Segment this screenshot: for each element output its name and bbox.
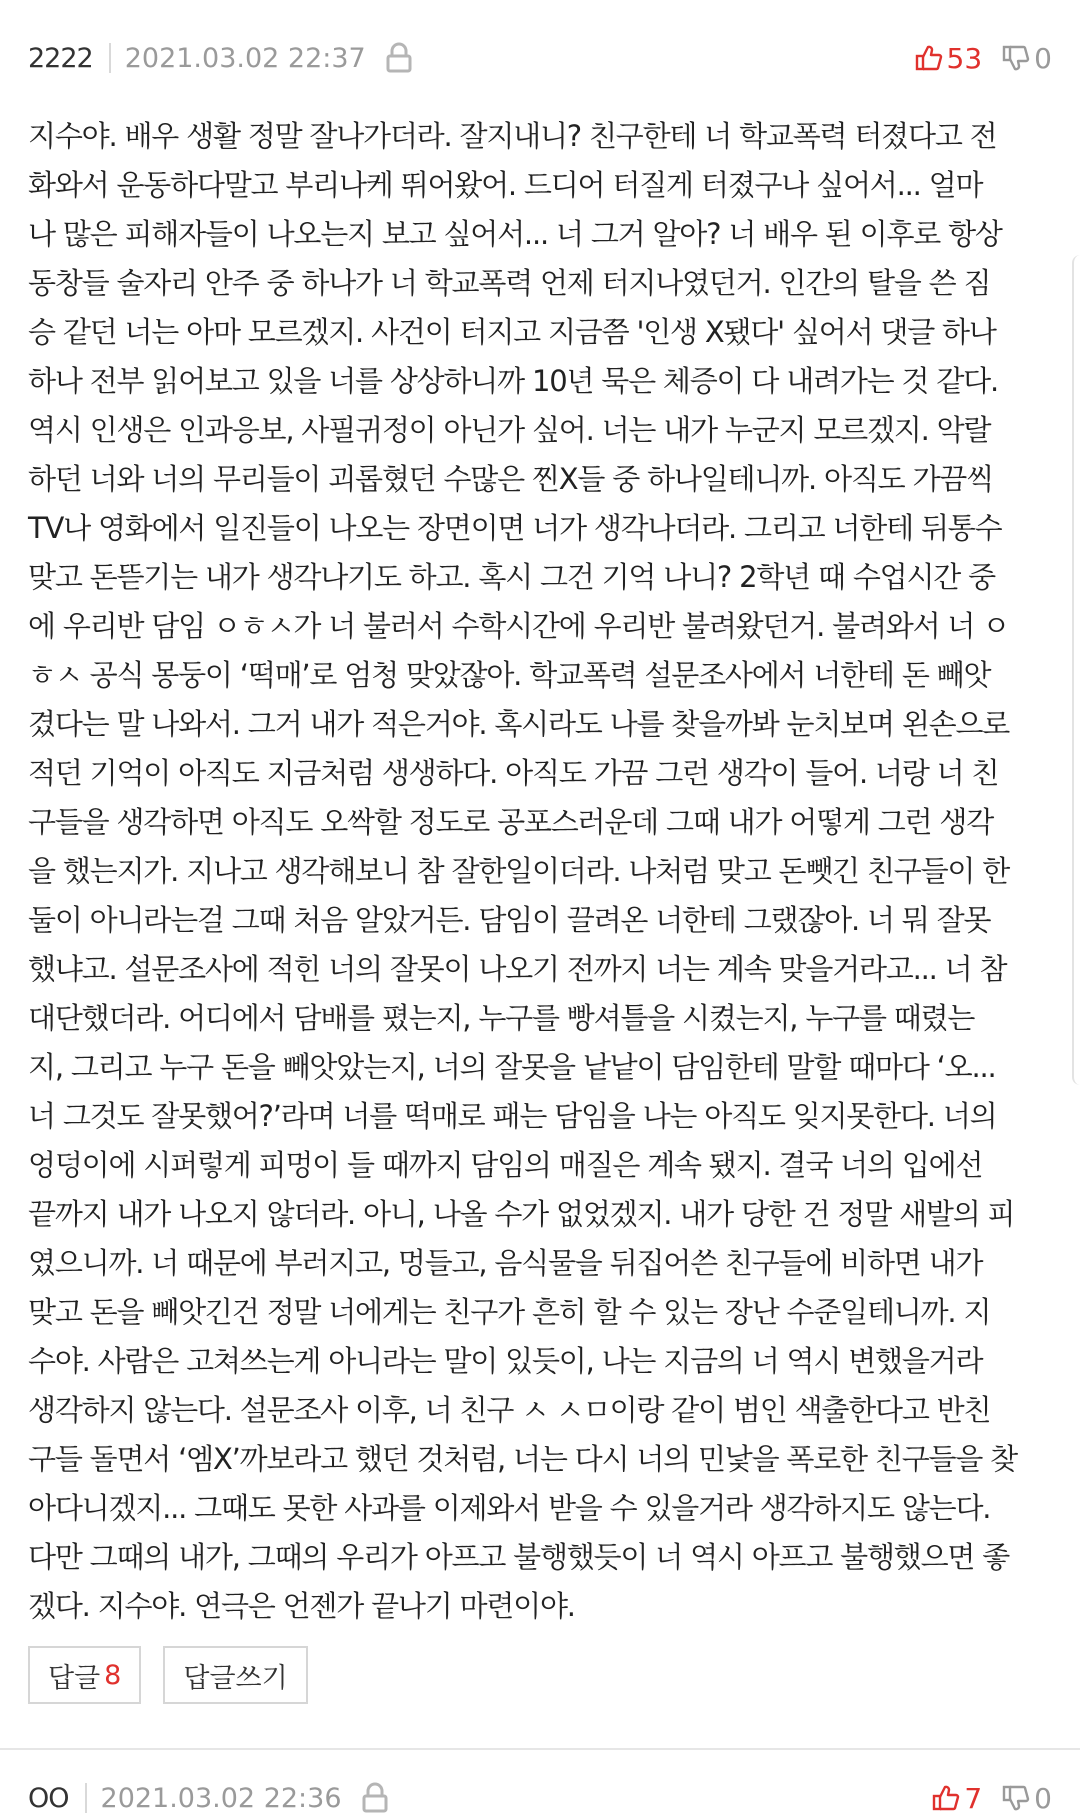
comment-text-line: 나 많은 피해자들이 나오는지 보고 싶어서... 너 그거 알아? 너 배우 된 이후로 항상: [28, 217, 1002, 251]
comment-text-line: 동창들 술자리 안주 중 하나가 너 학교폭력 언제 터지나였던거. 인간의 탈을 쓴 짐: [28, 266, 991, 300]
downvote-count: 0: [1034, 41, 1052, 75]
lock-icon: [384, 42, 414, 74]
comment-author[interactable]: 2222: [28, 42, 93, 74]
comment-meta: [28, 1776, 1052, 1820]
thumbs-up-icon: [915, 44, 943, 72]
comment-text-line: 지수야. 배우 생활 정말 잘나가더라. 잘지내니? 친구한테 너 학교폭력 터졌다고 전: [28, 119, 997, 153]
comment-text-line: 겼다는 말 나와서. 그거 내가 적은거야. 혹시라도 나를 찾을까봐 눈치보며 왼손으로: [28, 707, 1010, 741]
comment-text-line: TV나 영화에서 일진들이 나오는 장면이면 너가 생각나더라. 그리고 너한테 뒤통수: [28, 511, 1002, 545]
upvote-count: 7: [964, 1781, 983, 1815]
thumbs-up-icon: [932, 1784, 960, 1812]
comment-author[interactable]: OO: [28, 1782, 69, 1814]
scroll-edge[interactable]: [1072, 255, 1080, 1085]
downvote-button[interactable]: [1002, 1782, 1052, 1815]
comment-text-line: 겠다. 지수야. 연극은 언젠가 끝나기 마련이야.: [28, 1589, 575, 1623]
lock-icon: [360, 1782, 390, 1814]
comment-text-line: 다만 그때의 내가, 그때의 우리가 아프고 불행했듯이 너 역시 아프고 불행했으면 좋: [28, 1540, 1010, 1574]
upvote-count: 53: [946, 41, 983, 75]
meta-divider: [85, 1783, 87, 1813]
upvote-button[interactable]: [915, 42, 983, 75]
comment-text-line: 구들 돌면서 ‘엠X’까보라고 했던 것처럼, 너는 다시 너의 민낯을 폭로한 친구들을 찾: [28, 1442, 1017, 1476]
comment-text-line: 승 같던 너는 아마 모르겠지. 사건이 터지고 지금쯤 '인생 X됐다' 싶어서 댓글 하나: [28, 315, 996, 349]
comment-text-line: 맞고 돈뜯기는 내가 생각나기도 하고. 혹시 그건 기억 나니? 2학년 때 수업시간 중: [28, 560, 995, 594]
comment-text-line: 을 했는지가. 지나고 생각해보니 참 잘한일이더라. 나처럼 맞고 돈뺏긴 친구들이 한: [28, 854, 1010, 888]
comment-date: 2021.03.02 22:37: [124, 42, 366, 74]
comment-text-line: 구들을 생각하면 아직도 오싹할 정도로 공포스러운데 그때 내가 어떻게 그런 생각: [28, 805, 994, 839]
comment-divider: [0, 1748, 1080, 1750]
comment-text-line: 생각하지 않는다. 설문조사 이후, 너 친구 ㅅ ㅅㅁ이랑 같이 범인 색출한다고 반친: [28, 1393, 991, 1427]
comment-text-line: 했냐고. 설문조사에 적힌 너의 잘못이 나오기 전까지 너는 계속 맞을거라고... 너 참: [28, 952, 1007, 986]
comment-text-line: 끝까지 내가 나오지 않더라. 아니, 나올 수가 없었겠지. 내가 당한 건 정말 새발의 피: [28, 1197, 1015, 1231]
comment-text-line: 화와서 운동하다말고 부리나케 뛰어왔어. 드디어 터질게 터졌구나 싶어서... 얼마: [28, 168, 983, 202]
comment-text-line: ㅎㅅ 공식 몽둥이 ‘떡매’로 엄청 맞았잖아. 학교폭력 설문조사에서 너한테 돈 빼앗: [28, 658, 991, 692]
comment-text-line: 수야. 사람은 고쳐쓰는게 아니라는 말이 있듯이, 나는 지금의 너 역시 변했을거라: [28, 1344, 983, 1378]
comment-text-line: 아다니겠지... 그때도 못한 사과를 이제와서 받을 수 있을거라 생각하지도 않는다.: [28, 1491, 991, 1525]
comment-text-line: 하던 너와 너의 무리들이 괴롭혔던 수많은 찐X들 중 하나일테니까. 아직도 가끔씩: [28, 462, 993, 496]
comment-text-line: 너 그것도 잘못했어?’라며 너를 떡매로 패는 담임을 나는 아직도 잊지못한다. 너의: [28, 1099, 997, 1133]
thumbs-down-icon: [1002, 1784, 1030, 1812]
thumbs-down-icon: [1002, 44, 1030, 72]
replies-label: 답글: [48, 1662, 101, 1694]
comment-meta: [28, 36, 1052, 80]
write-reply-label: 답글쓰기: [183, 1662, 288, 1694]
comment-body: [28, 112, 1058, 1631]
comment-actions: [28, 1646, 308, 1704]
meta-divider: [109, 43, 111, 73]
comment-text-line: 적던 기억이 아직도 지금처럼 생생하다. 아직도 가끔 그런 생각이 들어. 너랑 너 친: [28, 756, 999, 790]
replies-button[interactable]: [28, 1646, 141, 1704]
comment-text-line: 대단했더라. 어디에서 담배를 폈는지, 누구를 빵셔틀을 시켰는지, 누구를 때렸는: [28, 1001, 975, 1035]
comment-text-line: 엉덩이에 시퍼렇게 피멍이 들 때까지 담임의 매질은 계속 됐지. 결국 너의 입에선: [28, 1148, 983, 1182]
comment-text-line: 역시 인생은 인과응보, 사필귀정이 아닌가 싶어. 너는 내가 누군지 모르겠지. 악랄: [28, 413, 991, 447]
comment-text-line: 였으니까. 너 때문에 부러지고, 멍들고, 음식물을 뒤집어쓴 친구들에 비하면 내가: [28, 1246, 983, 1280]
comment-text-line: 맞고 돈을 빼앗긴건 정말 너에게는 친구가 흔히 할 수 있는 장난 수준일테니까. 지: [28, 1295, 991, 1329]
downvote-button[interactable]: [1002, 42, 1052, 75]
vote-group: [915, 42, 1052, 75]
comment-text-line: 지, 그리고 누구 돈을 빼앗았는지, 너의 잘못을 낱낱이 담임한테 말할 때마다 ‘오...: [28, 1050, 996, 1084]
comment-text-line: 에 우리반 담임 ㅇㅎㅅ가 너 불러서 수학시간에 우리반 불려왔던거. 불려와서 너 ㅇ: [28, 609, 1010, 643]
comment-date: 2021.03.02 22:36: [100, 1782, 342, 1814]
downvote-count: 0: [1034, 1781, 1052, 1815]
comment-text-line: 둘이 아니라는걸 그때 처음 알았거든. 담임이 끌려온 너한테 그랬잖아. 너 뭐 잘못: [28, 903, 991, 937]
reply-count: 8: [104, 1659, 122, 1691]
comment-text-line: 하나 전부 읽어보고 있을 너를 상상하니까 10년 묵은 체증이 다 내려가는 것 같다.: [28, 364, 998, 398]
upvote-button[interactable]: [932, 1782, 982, 1815]
write-reply-button[interactable]: [163, 1646, 307, 1704]
vote-group: [932, 1782, 1052, 1815]
